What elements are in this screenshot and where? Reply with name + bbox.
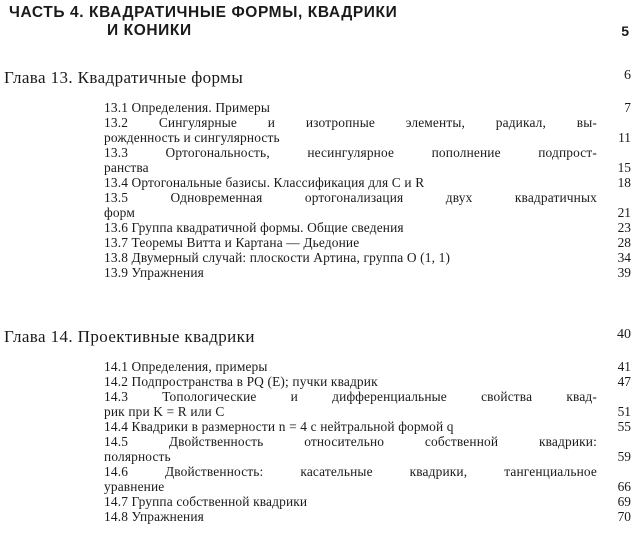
toc-entry <box>104 374 631 389</box>
toc-entry-title-continued: форм <box>104 205 135 220</box>
toc-entry-title-continued: уравнение <box>104 479 165 494</box>
toc-entry <box>104 494 631 509</box>
toc-entry <box>104 220 631 235</box>
toc-entry-page: 11 <box>618 130 631 145</box>
toc-entry-page: 23 <box>617 220 631 235</box>
chapter-13-sections <box>104 100 631 280</box>
toc-entry <box>104 434 631 464</box>
toc-entry <box>104 250 631 265</box>
chapter-heading-13 <box>4 68 631 90</box>
toc-entry-title: 13.7 Теоремы Витта и Картана — Дьедоние <box>104 235 360 250</box>
toc-entry <box>104 175 631 190</box>
toc-entry <box>104 235 631 250</box>
toc-entry-title: 14.1 Определения, примеры <box>104 359 268 374</box>
toc-entry-title: 13.8 Двумерный случай: плоскости Артина, группа O (1, 1) <box>104 250 451 265</box>
toc-entry-title-continued: рожденность и сингулярность <box>104 130 280 145</box>
toc-entry-title: 14.3 Топологические и дифференциальные свойства квад- <box>104 389 597 404</box>
toc-entry-page: 34 <box>617 250 631 265</box>
toc-entry-title: 13.2 Сингулярные и изотропные элементы, радикал, вы- <box>104 115 597 130</box>
toc-entry-page: 18 <box>617 175 631 190</box>
toc-entry-title: 14.5 Двойственность относительно собственной квадрики: <box>104 434 597 449</box>
toc-entry-page: 47 <box>617 374 631 389</box>
toc-entry <box>104 115 631 145</box>
toc-entry <box>104 190 631 220</box>
toc-entry-page: 7 <box>624 100 631 115</box>
toc-entry-title: 14.8 Упражнения <box>104 509 204 524</box>
toc-entry <box>104 145 631 175</box>
part-title-line-2: И КОНИКИ <box>107 22 192 39</box>
toc-entry-page: 59 <box>617 449 631 464</box>
toc-entry-title: 14.4 Квадрики в размерности n = 4 с нейтральной формой q <box>104 419 454 434</box>
chapter-page-number: 6 <box>624 68 631 83</box>
toc-entry-page: 15 <box>617 160 631 175</box>
toc-entry <box>104 509 631 524</box>
toc-entry <box>104 389 631 419</box>
toc-entry-page: 55 <box>617 419 631 434</box>
toc-entry-title-continued: рик при K = R или C <box>104 404 225 419</box>
toc-entry-page: 28 <box>617 235 631 250</box>
toc-entry-page: 70 <box>617 509 631 524</box>
toc-entry-title: 13.1 Определения. Примеры <box>104 100 271 115</box>
part-page-number: 5 <box>621 23 629 39</box>
toc-entry-page: 69 <box>617 494 631 509</box>
chapter-title: Глава 14. Проективные квадрики <box>4 327 255 346</box>
toc-entry-page: 66 <box>617 479 631 494</box>
chapter-14-sections <box>104 359 631 524</box>
toc-entry-title: 13.9 Упражнения <box>104 265 204 280</box>
toc-entry <box>104 359 631 374</box>
part-title-line-1: ЧАСТЬ 4. КВАДРАТИЧНЫЕ ФОРМЫ, КВАДРИКИ <box>9 4 398 21</box>
chapter-page-number: 40 <box>617 327 631 342</box>
toc-entry-page: 39 <box>617 265 631 280</box>
toc-entry-title: 14.6 Двойственность: касательные квадрики, тангенциальное <box>104 464 597 479</box>
toc-entry-title-continued: полярность <box>104 449 171 464</box>
toc-entry-title: 13.5 Одновременная ортогонализация двух квадратичных <box>104 190 597 205</box>
chapter-title: Глава 13. Квадратичные формы <box>4 68 244 87</box>
toc-entry <box>104 419 631 434</box>
toc-entry <box>104 464 631 494</box>
toc-entry-title: 14.2 Подпространства в PQ (E); пучки квадрик <box>104 374 378 389</box>
toc-entry-title: 14.7 Группа собственной квадрики <box>104 494 308 509</box>
chapter-heading-14 <box>4 327 631 349</box>
toc-entry-title: 13.6 Группа квадратичной формы. Общие сведения <box>104 220 404 235</box>
toc-entry-title: 13.3 Ортогональность, несингулярное пополнение подпрост- <box>104 145 597 160</box>
toc-entry-page: 21 <box>617 205 631 220</box>
toc-entry <box>104 265 631 280</box>
toc-entry-page: 41 <box>617 359 631 374</box>
toc-entry <box>104 100 631 115</box>
toc-entry-title-continued: ранства <box>104 160 149 175</box>
toc-entry-page: 51 <box>617 404 631 419</box>
toc-entry-title: 13.4 Ортогональные базисы. Классификация для C и R <box>104 175 425 190</box>
